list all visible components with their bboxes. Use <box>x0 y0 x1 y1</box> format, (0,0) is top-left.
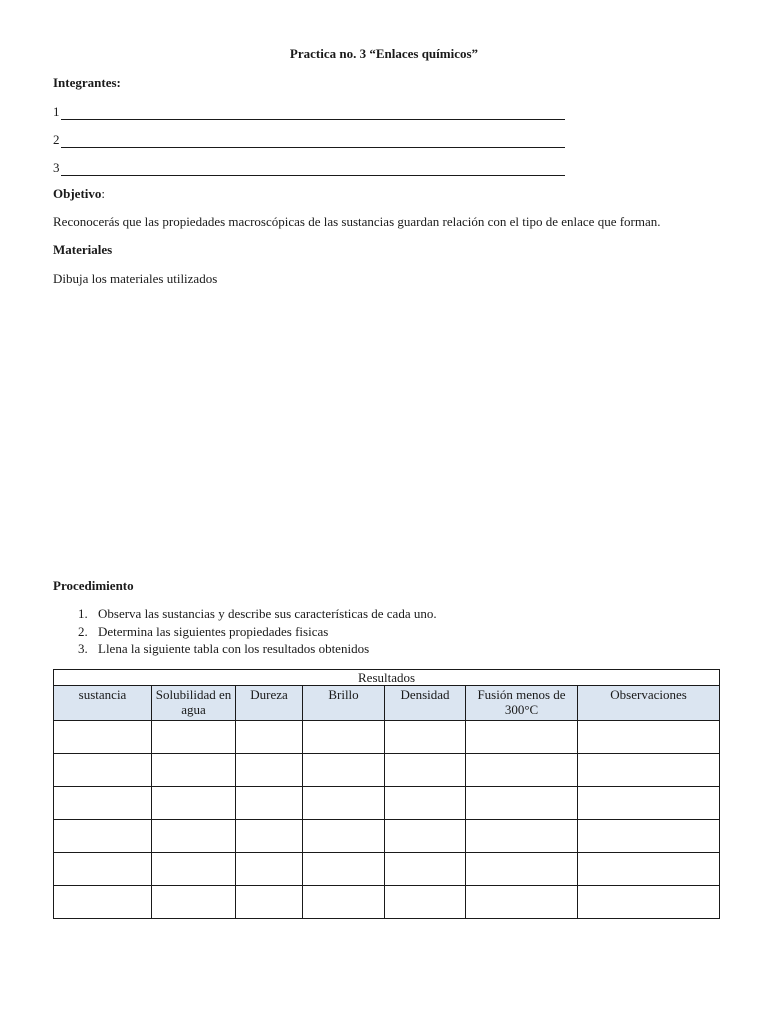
table-cell[interactable] <box>303 853 385 886</box>
objetivo-text: Reconocerás que las propiedades macroscópicas de las sustancias guardan relación con el tipo de enlace que forman. <box>53 214 661 229</box>
table-row <box>54 754 720 787</box>
integrante-number: 3 <box>53 160 60 175</box>
table-cell[interactable] <box>578 787 720 820</box>
table-cell[interactable] <box>578 853 720 886</box>
col-header-brillo: Brillo <box>303 686 385 721</box>
col-header-densidad: Densidad <box>385 686 466 721</box>
step-text: Observa las sustancias y describe sus características de cada uno. <box>98 606 437 621</box>
table-row <box>54 787 720 820</box>
table-cell[interactable] <box>385 820 466 853</box>
table-cell[interactable] <box>54 886 152 919</box>
table-cell[interactable] <box>578 820 720 853</box>
table-cell[interactable] <box>385 886 466 919</box>
table-cell[interactable] <box>54 754 152 787</box>
table-cell[interactable] <box>54 853 152 886</box>
table-cell[interactable] <box>385 853 466 886</box>
table-row <box>54 820 720 853</box>
list-item <box>78 605 437 623</box>
page-title: Practica no. 3 “Enlaces químicos” <box>289 46 479 61</box>
table-row <box>54 886 720 919</box>
table-cell[interactable] <box>578 721 720 754</box>
table-cell[interactable] <box>303 820 385 853</box>
step-text: Llena la siguiente tabla con los resultados obtenidos <box>98 641 370 656</box>
procedimiento-heading: Procedimiento <box>53 578 134 593</box>
step-number: 3. <box>78 641 88 656</box>
step-number: 2. <box>78 623 88 639</box>
objetivo-heading: Objetivo <box>53 186 102 201</box>
table-cell[interactable] <box>303 886 385 919</box>
table-cell[interactable] <box>236 853 303 886</box>
table-cell[interactable] <box>152 754 236 787</box>
table-caption-row <box>54 670 720 686</box>
table-cell[interactable] <box>303 787 385 820</box>
integrante-number: 1 <box>53 104 60 119</box>
col-header-dureza: Dureza <box>236 686 303 721</box>
table-cell[interactable] <box>466 754 578 787</box>
list-item <box>78 640 437 658</box>
table-cell[interactable] <box>54 820 152 853</box>
integrante-line-2[interactable] <box>53 132 565 148</box>
table-cell[interactable] <box>236 820 303 853</box>
objetivo-colon: : <box>101 186 106 201</box>
table-cell[interactable] <box>236 886 303 919</box>
table-cell[interactable] <box>466 886 578 919</box>
integrante-line-1[interactable] <box>53 104 565 120</box>
materiales-text: Dibuja los materiales utilizados <box>53 271 218 286</box>
table-cell[interactable] <box>385 787 466 820</box>
blank-line <box>61 134 565 148</box>
integrante-number: 2 <box>53 132 60 147</box>
integrante-line-3[interactable] <box>53 160 565 176</box>
table-cell[interactable] <box>152 721 236 754</box>
table-row <box>54 721 720 754</box>
step-text: Determina las siguientes propiedades fisicas <box>98 623 329 639</box>
procedimiento-list <box>78 605 437 658</box>
table-cell[interactable] <box>466 820 578 853</box>
results-table <box>53 669 720 919</box>
table-cell[interactable] <box>152 886 236 919</box>
table-cell[interactable] <box>578 886 720 919</box>
blank-line <box>61 162 565 176</box>
table-cell[interactable] <box>54 721 152 754</box>
table-cell[interactable] <box>578 754 720 787</box>
table-row <box>54 853 720 886</box>
table-cell[interactable] <box>236 754 303 787</box>
blank-line <box>61 106 565 120</box>
step-number: 1. <box>78 606 88 621</box>
table-cell[interactable] <box>152 820 236 853</box>
table-cell[interactable] <box>466 853 578 886</box>
table-cell[interactable] <box>385 721 466 754</box>
table-cell[interactable] <box>303 721 385 754</box>
objetivo-heading-row <box>53 186 105 202</box>
col-header-observaciones: Observaciones <box>578 686 720 721</box>
list-item <box>78 623 437 641</box>
table-cell[interactable] <box>466 787 578 820</box>
table-cell[interactable] <box>152 787 236 820</box>
table-cell[interactable] <box>152 853 236 886</box>
table-cell[interactable] <box>303 754 385 787</box>
materiales-heading: Materiales <box>53 242 113 257</box>
table-cell[interactable] <box>466 721 578 754</box>
table-header-row <box>54 686 720 721</box>
table-caption: Resultados <box>54 670 720 686</box>
table-cell[interactable] <box>54 787 152 820</box>
col-header-fusion: Fusión menos de 300°C <box>466 686 578 721</box>
col-header-sustancia: sustancia <box>54 686 152 721</box>
table-cell[interactable] <box>236 721 303 754</box>
table-cell[interactable] <box>385 754 466 787</box>
col-header-solubilidad: Solubilidad en agua <box>152 686 236 721</box>
table-cell[interactable] <box>236 787 303 820</box>
integrantes-heading: Integrantes: <box>53 75 121 90</box>
